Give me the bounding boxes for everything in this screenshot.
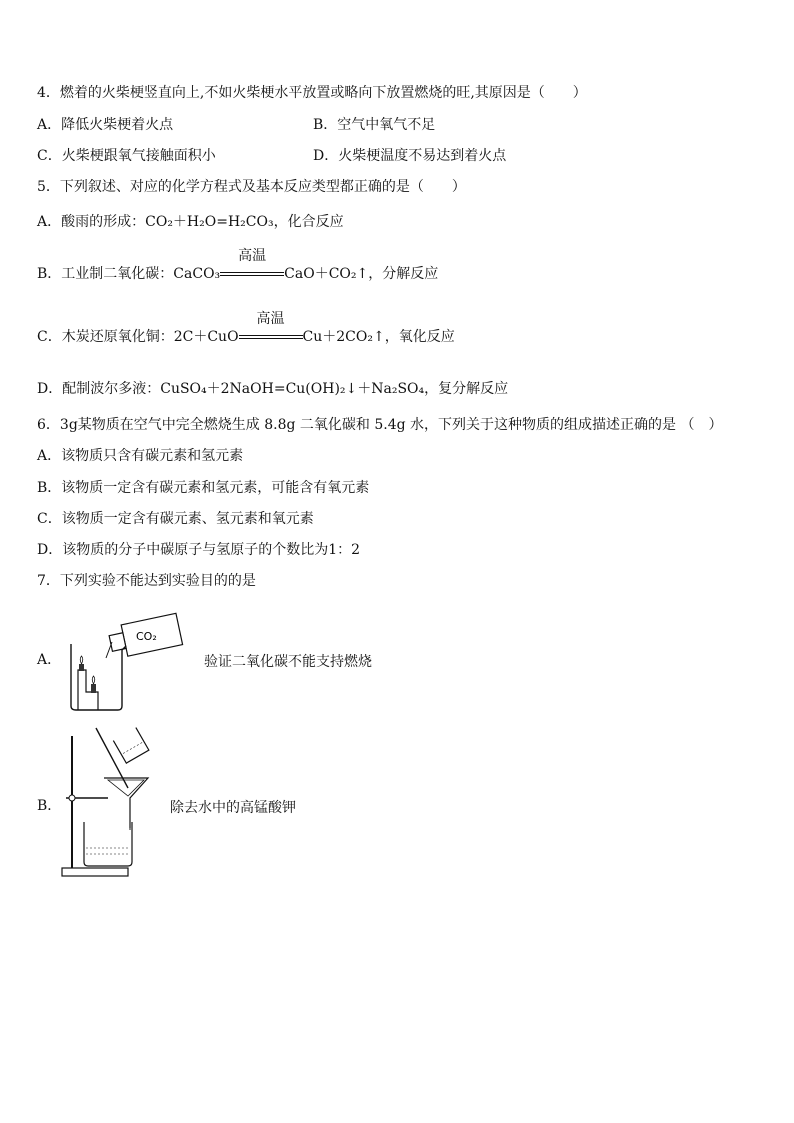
q4-option-d: D．火柴梗温度不易达到着火点 — [313, 148, 507, 164]
q4-option-b: B．空气中氧气不足 — [313, 117, 436, 133]
q5-stem: 5．下列叙述、对应的化学方程式及基本反应类型都正确的是（ ） — [37, 179, 466, 195]
q5-d-suffix: ，复分解反应 — [424, 381, 509, 397]
q5-c-condition-text: 高温 — [256, 311, 285, 327]
q5-b-left: CaCO₃ — [173, 266, 221, 282]
q5-a-suffix: ，化合反应 — [273, 214, 344, 230]
q5-c-condition — [239, 311, 303, 346]
q5-b-suffix: ，分解反应 — [368, 266, 439, 282]
q5-d-prefix: D．配制波尔多液： — [37, 381, 161, 397]
q6-option-a: A．该物质只含有碳元素和氢元素 — [37, 448, 244, 464]
q7-option-b-label: B． — [37, 798, 62, 814]
q6-option-d: D．该物质的分子中碳原子与氢原子的个数比为1：2 — [37, 542, 361, 558]
q5-option-d — [37, 380, 508, 398]
q5-b-prefix: B．工业制二氧化碳： — [37, 266, 174, 282]
q6-stem: 6．3g某物质在空气中完全燃烧生成 8.8g 二氧化碳和 5.4g 水，下列关于这种物质的组成描述正确的是 （ ） — [37, 417, 723, 433]
q7-option-a-text: 验证二氧化碳不能支持燃烧 — [204, 654, 372, 670]
co2-beaker-candle-figure — [66, 606, 190, 712]
q5-c-right: Cu＋2CO₂↑ — [302, 329, 385, 345]
q6-option-b: B．该物质一定含有碳元素和氢元素，可能含有氧元素 — [37, 480, 370, 496]
q5-b-condition-text: 高温 — [238, 248, 267, 264]
q5-b-right: CaO＋CO₂↑ — [284, 266, 369, 282]
q5-option-b — [37, 248, 439, 283]
q7-stem: 7．下列实验不能达到实验目的的是 — [37, 573, 256, 589]
q7-option-a-label: A． — [37, 652, 62, 668]
q5-b-condition — [220, 248, 284, 283]
q5-a-prefix: A．酸雨的形成： — [37, 214, 146, 230]
filtration-apparatus-figure — [58, 726, 158, 882]
q4-stem: 4．燃着的火柴梗竖直向上,不如火柴梗水平放置或略向下放置燃烧的旺,其原因是（ ） — [37, 85, 587, 101]
q5-c-prefix: C．木炭还原氧化铜： — [37, 329, 174, 345]
q6-option-c: C．该物质一定含有碳元素、氢元素和氧元素 — [37, 511, 314, 527]
q5-option-c — [37, 311, 455, 346]
q5-c-suffix: ，氧化反应 — [384, 329, 455, 345]
q7-option-b-text: 除去水中的高锰酸钾 — [170, 800, 296, 816]
q5-c-left: 2C＋CuO — [173, 329, 239, 345]
q4-option-c: C．火柴梗跟氧气接触面积小 — [37, 148, 216, 164]
q4-option-a: A．降低火柴梗着火点 — [37, 117, 174, 133]
q5-d-equation: CuSO₄＋2NaOH=Cu(OH)₂↓＋Na₂SO₄ — [160, 381, 425, 397]
co2-bottle-label: CO₂ — [136, 630, 157, 643]
q5-option-a — [37, 213, 344, 231]
q5-a-equation: CO₂＋H₂O=H₂CO₃ — [145, 214, 274, 230]
